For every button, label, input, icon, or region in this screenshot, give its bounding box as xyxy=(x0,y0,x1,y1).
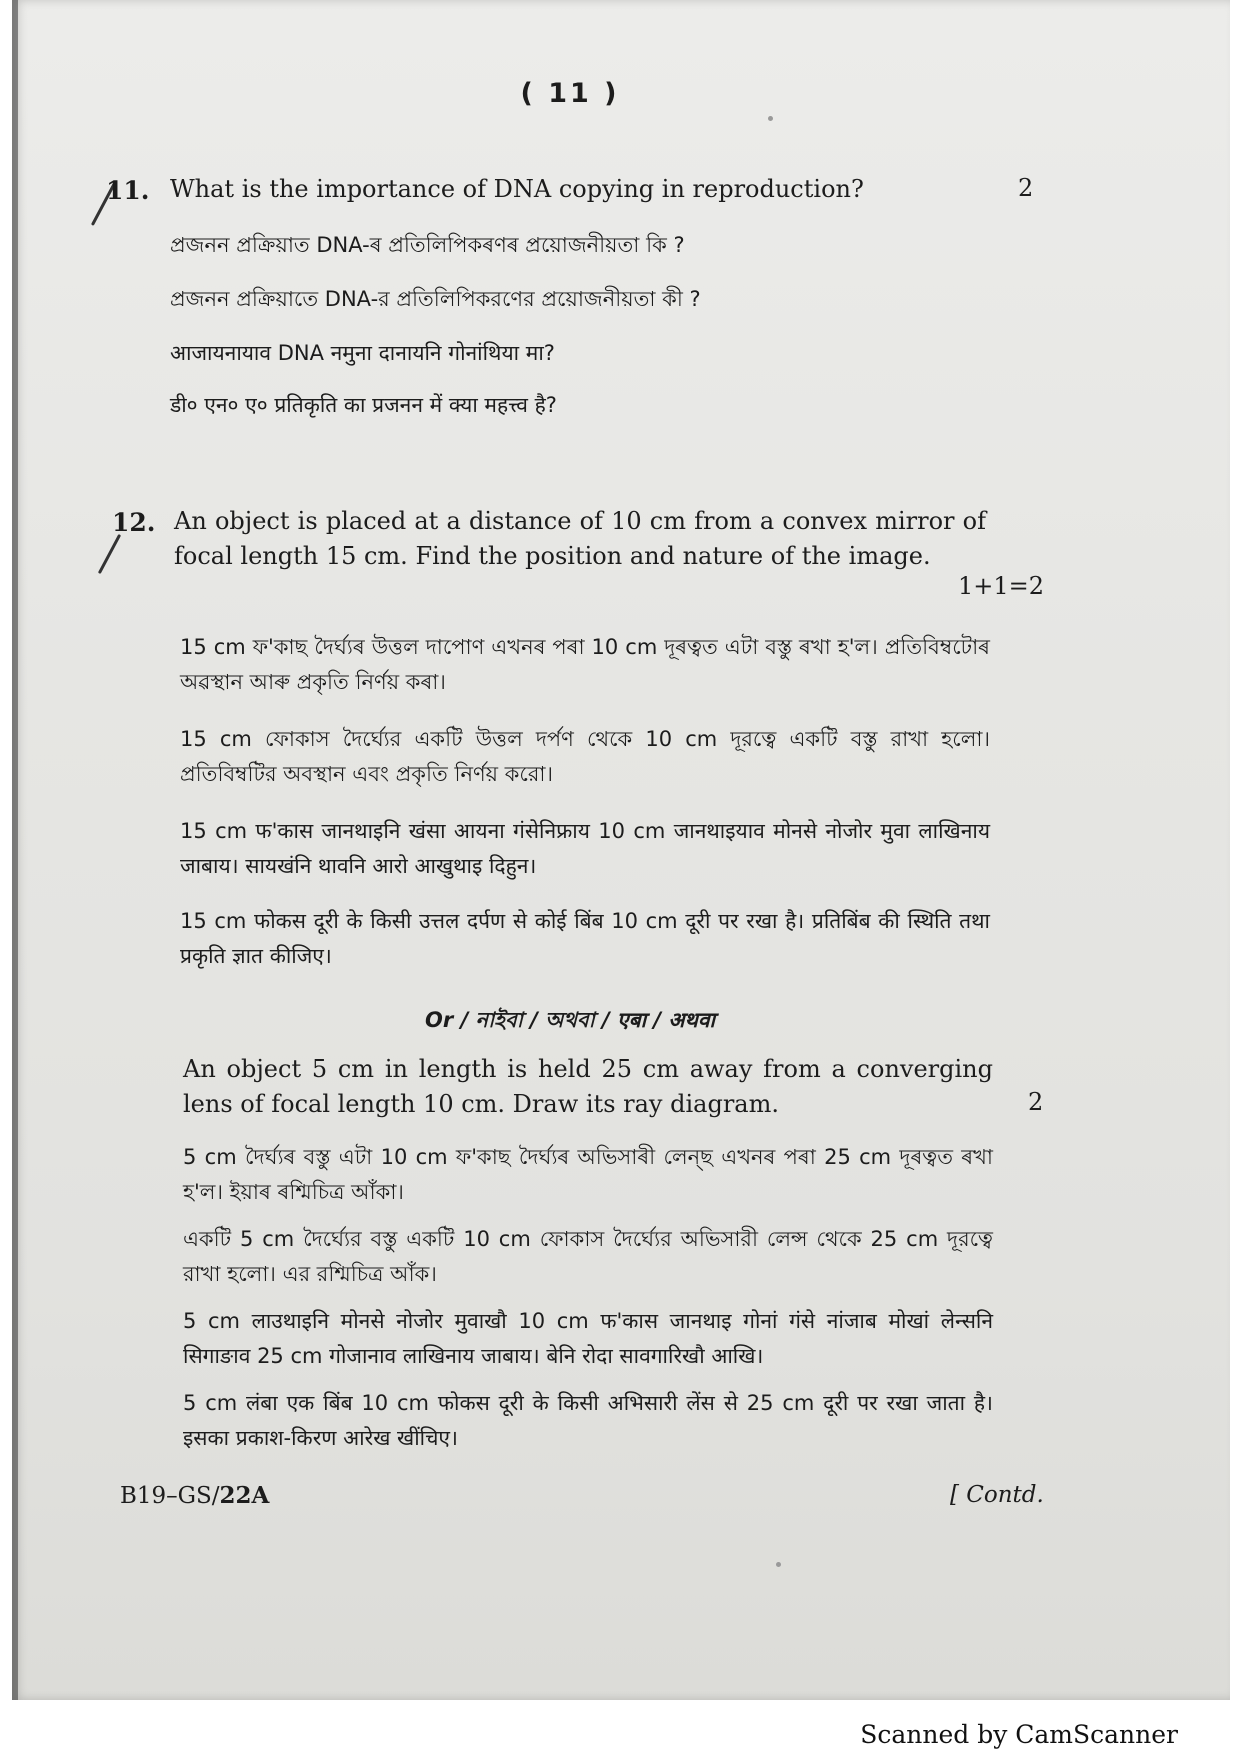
question-text-hindi: 15 cm फोकस दूरी के किसी उत्तल दर्पण से कोई बिंब 10 cm दूरी पर रखा है। प्रतिबिंब की स्थिति तथा प्रकृति ज्ञात कीजिए। xyxy=(180,909,990,968)
page-number: ( 11 ) xyxy=(520,78,620,109)
scanner-watermark: Scanned by CamScanner xyxy=(860,1720,1178,1749)
alternative-question-english: An object 5 cm in length is held 25 cm away from a converging lens of focal length 10 cm. Draw its ray diagram. xyxy=(183,1055,993,1118)
question-text-hindi: डी० एन० ए० प्रतिकृति का प्रजनन में क्या महत्त्व है? xyxy=(170,393,557,417)
question-text-english: An object is placed at a distance of 10 cm from a convex mirror of focal length 15 cm. Find the position and nature of the image. xyxy=(174,507,986,570)
question-marks: 1+1=2 xyxy=(958,572,1045,600)
continued-label: [ Contd. xyxy=(950,1482,1044,1508)
paper-code-prefix: B19–GS/ xyxy=(120,1483,220,1509)
question-number: 11. xyxy=(106,176,150,205)
question-number: 12. xyxy=(112,508,156,537)
question-text-bengali: প্রজনন প্রক্রিয়াতে DNA-র প্রতিলিপিকরণের প্রয়োজনীয়তা কী ? xyxy=(170,287,701,311)
alternative-question-marks: 2 xyxy=(1028,1088,1044,1116)
paper-speck xyxy=(776,1562,781,1567)
paper-speck xyxy=(768,116,773,121)
question-text-bengali: 15 cm ফোকাস দৈর্ঘ্যের একটি উত্তল দর্পণ থেকে 10 cm দূরত্বে একটি বস্তু রাখা হলো। প্রতিবিম্বটির অবস্থান এবং প্রকৃতি নির্ণয় করো। xyxy=(180,727,990,786)
or-separator: Or / নাইবা / অথবা / एबा / अथवा xyxy=(425,1008,715,1032)
alternative-question-bodo: 5 cm लाउथाइनि मोनसे नोजोर मुवाखौ 10 cm फ'कास जानथाइ गोनां गंसे नांजाब मोखां लेन्सनि सिगाङाव 25 cm गोजानाव लाखिनाय जाबाय। बेनि रोदा सावगारिखौ आखि। xyxy=(183,1309,993,1368)
alternative-question-assamese: 5 cm দৈৰ্ঘ্যৰ বস্তু এটা 10 cm ফ'কাছ দৈৰ্ঘ্যৰ অভিসাৰী লেন্‌ছ এখনৰ পৰা 25 cm দূৰত্বত ৰখা হ'ল। ইয়াৰ ৰশ্মিচিত্ৰ আঁকা। xyxy=(183,1145,993,1204)
question-text-english: What is the importance of DNA copying in reproduction? xyxy=(170,175,864,203)
question-marks: 2 xyxy=(1018,174,1034,202)
paper-code-suffix: 22A xyxy=(219,1482,270,1509)
alternative-question-hindi: 5 cm लंबा एक बिंब 10 cm फोकस दूरी के किसी अभिसारी लेंस से 25 cm दूरी पर रखा जाता है। इसका प्रकाश-किरण आरेख खींचिए। xyxy=(183,1391,993,1450)
paper-code xyxy=(120,1482,269,1509)
question-text-assamese: প্ৰজনন প্ৰক্ৰিয়াত DNA-ৰ প্ৰতিলিপিকৰণৰ প্ৰয়োজনীয়তা কি ? xyxy=(170,233,685,257)
sheet-edge-shadow xyxy=(12,0,18,1700)
question-text-bodo: आजायनायाव DNA नमुना दानायनि गोनांथिया मा? xyxy=(170,341,555,365)
question-text-bodo: 15 cm फ'कास जानथाइनि खंसा आयना गंसेनिफ्राय 10 cm जानथाइयाव मोनसे नोजोर मुवा लाखिनाय जाबाय। सायखंनि थावनि आरो आखुथाइ दिहुन। xyxy=(180,819,990,878)
question-text-assamese: 15 cm ফ'কাছ দৈৰ্ঘ্যৰ উত্তল দাপোণ এখনৰ পৰা 10 cm দূৰত্বত এটা বস্তু ৰখা হ'ল। প্ৰতিবিম্বটোৰ অৱস্থান আৰু প্ৰকৃতি নিৰ্ণয় কৰা। xyxy=(180,635,990,694)
alternative-question-bengali: একটি 5 cm দৈর্ঘ্যের বস্তু একটি 10 cm ফোকাস দৈর্ঘ্যের অভিসারী লেন্স থেকে 25 cm দূরত্বে রাখা হলো। এর রশ্মিচিত্র আঁক। xyxy=(183,1227,993,1286)
